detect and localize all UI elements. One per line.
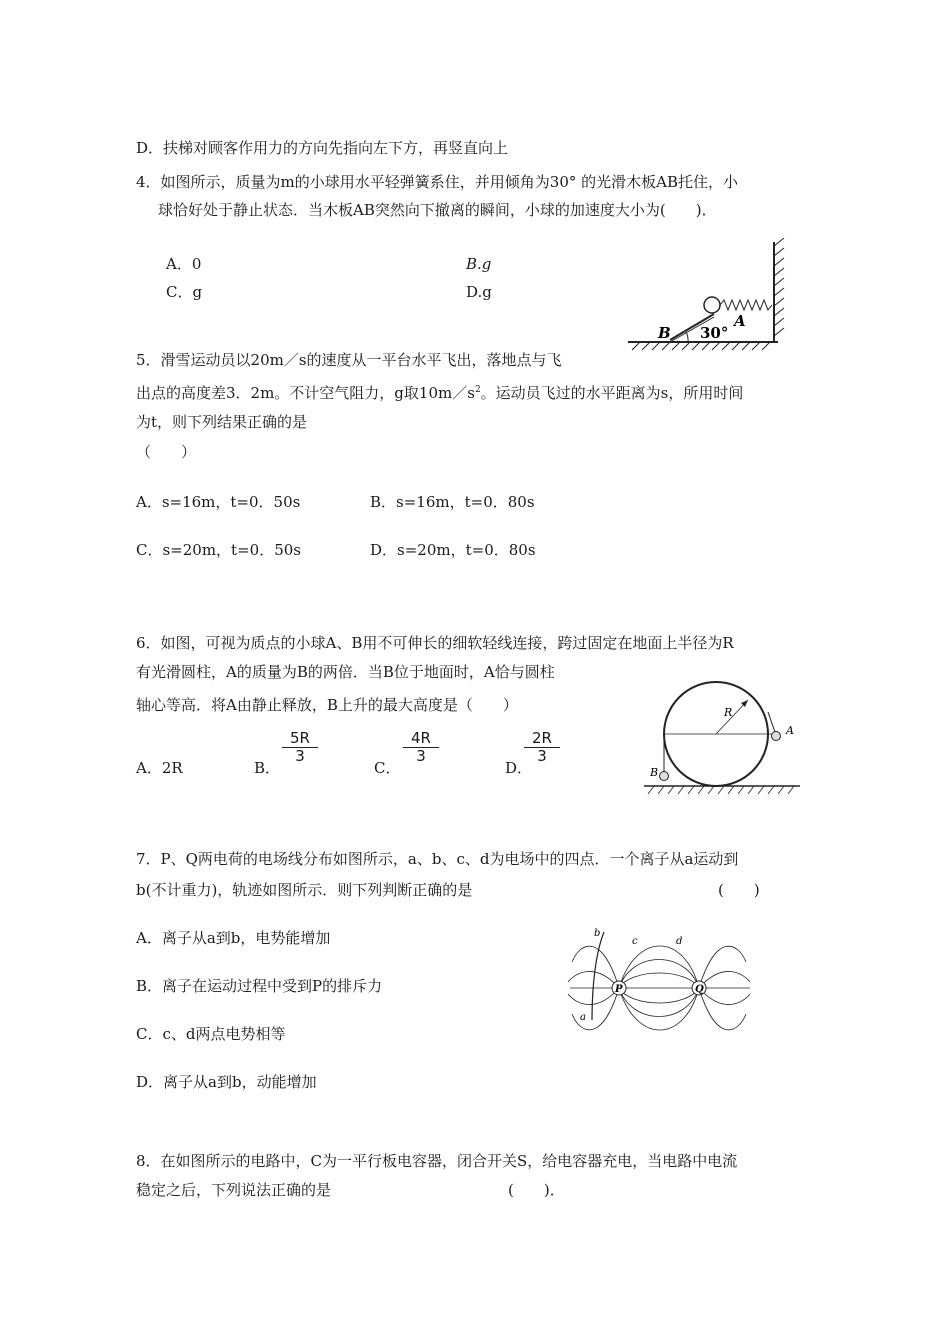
q7-label-q: Q	[695, 984, 704, 995]
q6-stem-line3: 轴心等高．将A由静止释放，B上升的最大高度是（ ）	[136, 696, 518, 714]
q5-stem-line1: 5．滑雪运动员以20m／s的速度从一平台水平飞出，落地点与飞	[136, 351, 562, 369]
q5-option-b: B．s=16m，t=0．80s	[370, 493, 535, 511]
q7-paren: ( )	[718, 881, 760, 899]
q5-option-a: A．s=16m，t=0．50s	[136, 493, 301, 511]
q4-option-a: A．0	[166, 255, 202, 273]
q7-stem-line2: b(不计重力)，轨迹如图所示．则下列判断正确的是	[136, 881, 473, 899]
q7-electric-field-figure	[566, 922, 752, 1052]
q6-stem-line2: 有光滑圆柱，A的质量为B的两倍．当B位于地面时，A恰与圆柱	[136, 663, 555, 681]
q5-stem-line2: 出点的高度差3．2m。不计空气阻力，g取$10m/s^2$。运动员飞过的水平距离为s，所用时间	[136, 384, 744, 402]
q6-label-b: B	[650, 766, 659, 779]
q6-option-b: B．	[254, 759, 281, 777]
q7-option-c: C．c、d两点电势相等	[136, 1025, 286, 1043]
q7-label-c: c	[632, 936, 638, 947]
q7-stem-line1: 7．P、Q两电荷的电场线分布如图所示，a、b、c、d为电场中的四点．一个离子从a运动到	[136, 850, 739, 868]
q4-option-b: B.g	[466, 255, 492, 273]
q7-option-b: B．离子在运动过程中受到P的排斥力	[136, 977, 383, 995]
q7-label-d: d	[676, 936, 683, 947]
q6-option-c: C．	[374, 759, 401, 777]
q4-label-a: A	[734, 312, 746, 330]
q8-stem-line2: 稳定之后，下列说法正确的是	[136, 1181, 332, 1199]
q4-stem-line2: 球恰好处于静止状态．当木板AB突然向下撤离的瞬间，小球的加速度大小为( )．	[158, 201, 717, 219]
q3-option-d: D．扶梯对顾客作用力的方向先指向左下方，再竖直向上	[136, 139, 509, 157]
q8-paren: ( )．	[508, 1181, 565, 1199]
q4-angle-label: 30°	[700, 324, 729, 342]
q7-label-p: P	[615, 984, 623, 995]
q6-option-a: A．2R	[136, 759, 183, 777]
q5-paren: （ ）	[136, 443, 197, 461]
q6-option-d-fraction: $\frac{2R}{3}$	[524, 730, 560, 765]
q6-label-r: R	[724, 706, 733, 719]
q4-label-b: B	[658, 324, 671, 342]
q8-stem-line1: 8．在如图所示的电路中，C为一平行板电容器，闭合开关S，给电容器充电，当电路中电流	[136, 1152, 738, 1170]
q7-label-a: a	[580, 1012, 586, 1023]
q6-option-c-fraction: $\frac{4R}{3}$	[403, 730, 439, 765]
q6-cylinder-figure	[640, 652, 810, 797]
q7-option-a: A．离子从a到b，电势能增加	[136, 929, 331, 947]
q4-incline-spring-figure	[622, 238, 792, 353]
q6-option-b-fraction: $\frac{5R}{3}$	[282, 730, 318, 765]
q4-option-d: D.g	[466, 283, 492, 301]
q7-label-b: b	[594, 928, 601, 939]
q5-stem-line3: 为t，则下列结果正确的是	[136, 413, 308, 431]
q5-option-c: C．s=20m，t=0．50s	[136, 541, 301, 559]
q6-stem-line1: 6．如图，可视为质点的小球A、B用不可伸长的细软轻线连接，跨过固定在地面上半径为R	[136, 634, 734, 652]
q7-option-d: D．离子从a到b，动能增加	[136, 1073, 317, 1091]
q6-label-a: A	[786, 724, 794, 737]
q5-option-d: D．s=20m，t=0．80s	[370, 541, 536, 559]
q6-option-d: D．	[505, 759, 533, 777]
q4-stem-line1: 4．如图所示，质量为m的小球用水平轻弹簧系住，并用倾角为30° 的光滑木板AB托住，小	[136, 173, 738, 191]
q4-option-c: C．g	[166, 283, 203, 301]
